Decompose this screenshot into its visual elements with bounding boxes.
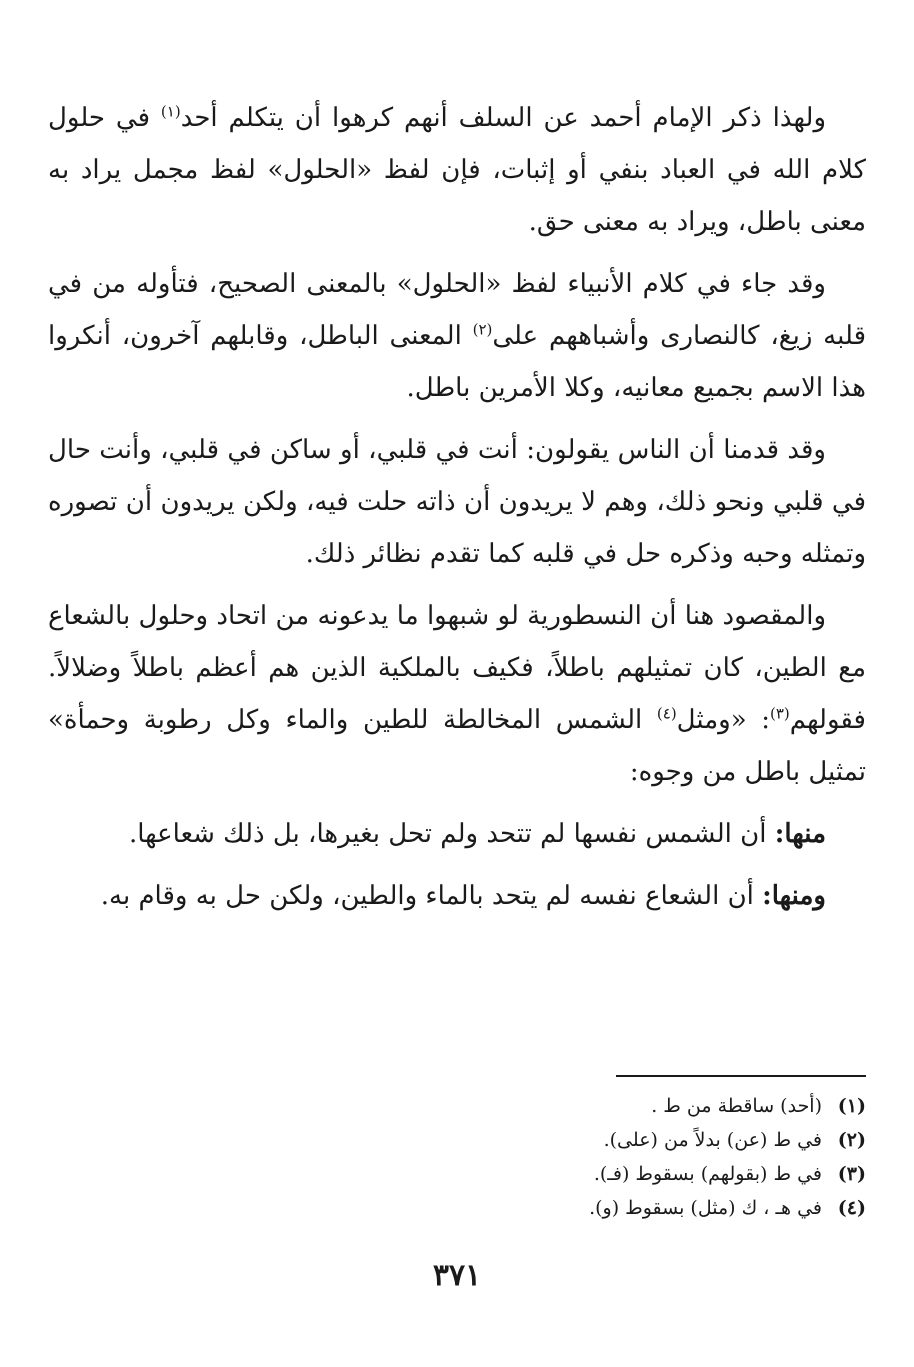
paragraph-text: الشمس المخالطة للطين والماء وكل رطوبة وحمأة» تمثيل باطل من وجوه: — [48, 705, 866, 787]
footnote-text: في هـ ، ك (مثل) بسقوط (و). — [589, 1197, 822, 1219]
paragraph-text: : «ومثل — [676, 705, 770, 735]
footnote-divider — [616, 1075, 866, 1077]
footnote-number: (٣) — [837, 1163, 866, 1185]
footnote-ref-4[interactable]: (٤) — [656, 704, 677, 723]
footnote-1 — [48, 1089, 866, 1123]
paragraph-text: وقد جاء في كلام الأنبياء لفظ «الحلول» بالمعنى الصحيح، فتأوله من في قلبه زيغ، كالنصارى وأشباههم على — [48, 269, 867, 351]
footnote-number: (٢) — [837, 1129, 866, 1151]
paragraph-text: أن الشمس نفسها لم تتحد ولم تحل بغيرها، بل ذلك شعاعها. — [128, 819, 775, 849]
paragraph-5 — [48, 808, 866, 860]
paragraph-text: المعنى الباطل، وقابلهم آخرون، أنكروا هذا الاسم بجميع معانيه، وكلا الأمرين باطل. — [48, 321, 866, 403]
paragraph-6 — [48, 870, 866, 922]
paragraph-lead: ومنها: — [762, 881, 826, 911]
paragraph-2 — [48, 258, 866, 414]
paragraph-lead: منها: — [774, 819, 826, 849]
footnote-text: (أحد) ساقطة من ط . — [651, 1095, 822, 1117]
footnote-4 — [48, 1191, 866, 1225]
paragraph-text: أن الشعاع نفسه لم يتحد بالماء والطين، ولكن حل به وقام به. — [100, 881, 763, 911]
page-number: ٣٧١ — [432, 1258, 482, 1293]
paragraph-text: والمقصود هنا أن النسطورية لو شبهوا ما يدعونه من اتحاد وحلول بالشعاع مع الطين، كان تمثيلهم باطلاً، فكيف بالملكية الذين هم أعظم باطلاً وضلالاً. فقولهم — [48, 601, 866, 735]
paragraph-1 — [48, 92, 866, 248]
footnote-number: (٤) — [837, 1197, 866, 1219]
footnote-ref-3[interactable]: (٣) — [769, 704, 790, 723]
footnote-text: في ط (بقولهم) بسقوط (فـ). — [593, 1163, 822, 1185]
paragraph-4 — [48, 590, 866, 798]
paragraph-3 — [48, 424, 866, 580]
footnote-ref-1[interactable]: (١) — [160, 102, 181, 121]
footnote-2 — [48, 1123, 866, 1157]
paragraph-text: وقد قدمنا أن الناس يقولون: أنت في قلبي، أو ساكن في قلبي، وأنت حال في قلبي ونحو ذلك، وهم لا يريدون أن ذاته حلت فيه، ولكن يريدون أن تصوره وتمثله وحبه وذكره حل في قلبه كما تقدم نظائر ذلك. — [48, 435, 866, 569]
paragraph-text: ولهذا ذكر الإمام أحمد عن السلف أنهم كرهوا أن يتكلم أحد — [180, 103, 826, 133]
paragraph-text: في حلول كلام الله في العباد بنفي أو إثبات، فإن لفظ «الحلول» لفظ مجمل يراد به معنى باطل، ويراد به معنى حق. — [48, 103, 866, 237]
footnote-ref-2[interactable]: (٢) — [472, 320, 493, 339]
footnote-text: في ط (عن) بدلاً من (على). — [603, 1129, 822, 1151]
footnote-number: (١) — [837, 1095, 866, 1117]
footnotes — [48, 1075, 866, 1225]
main-text — [48, 92, 866, 932]
footnote-3 — [48, 1157, 866, 1191]
